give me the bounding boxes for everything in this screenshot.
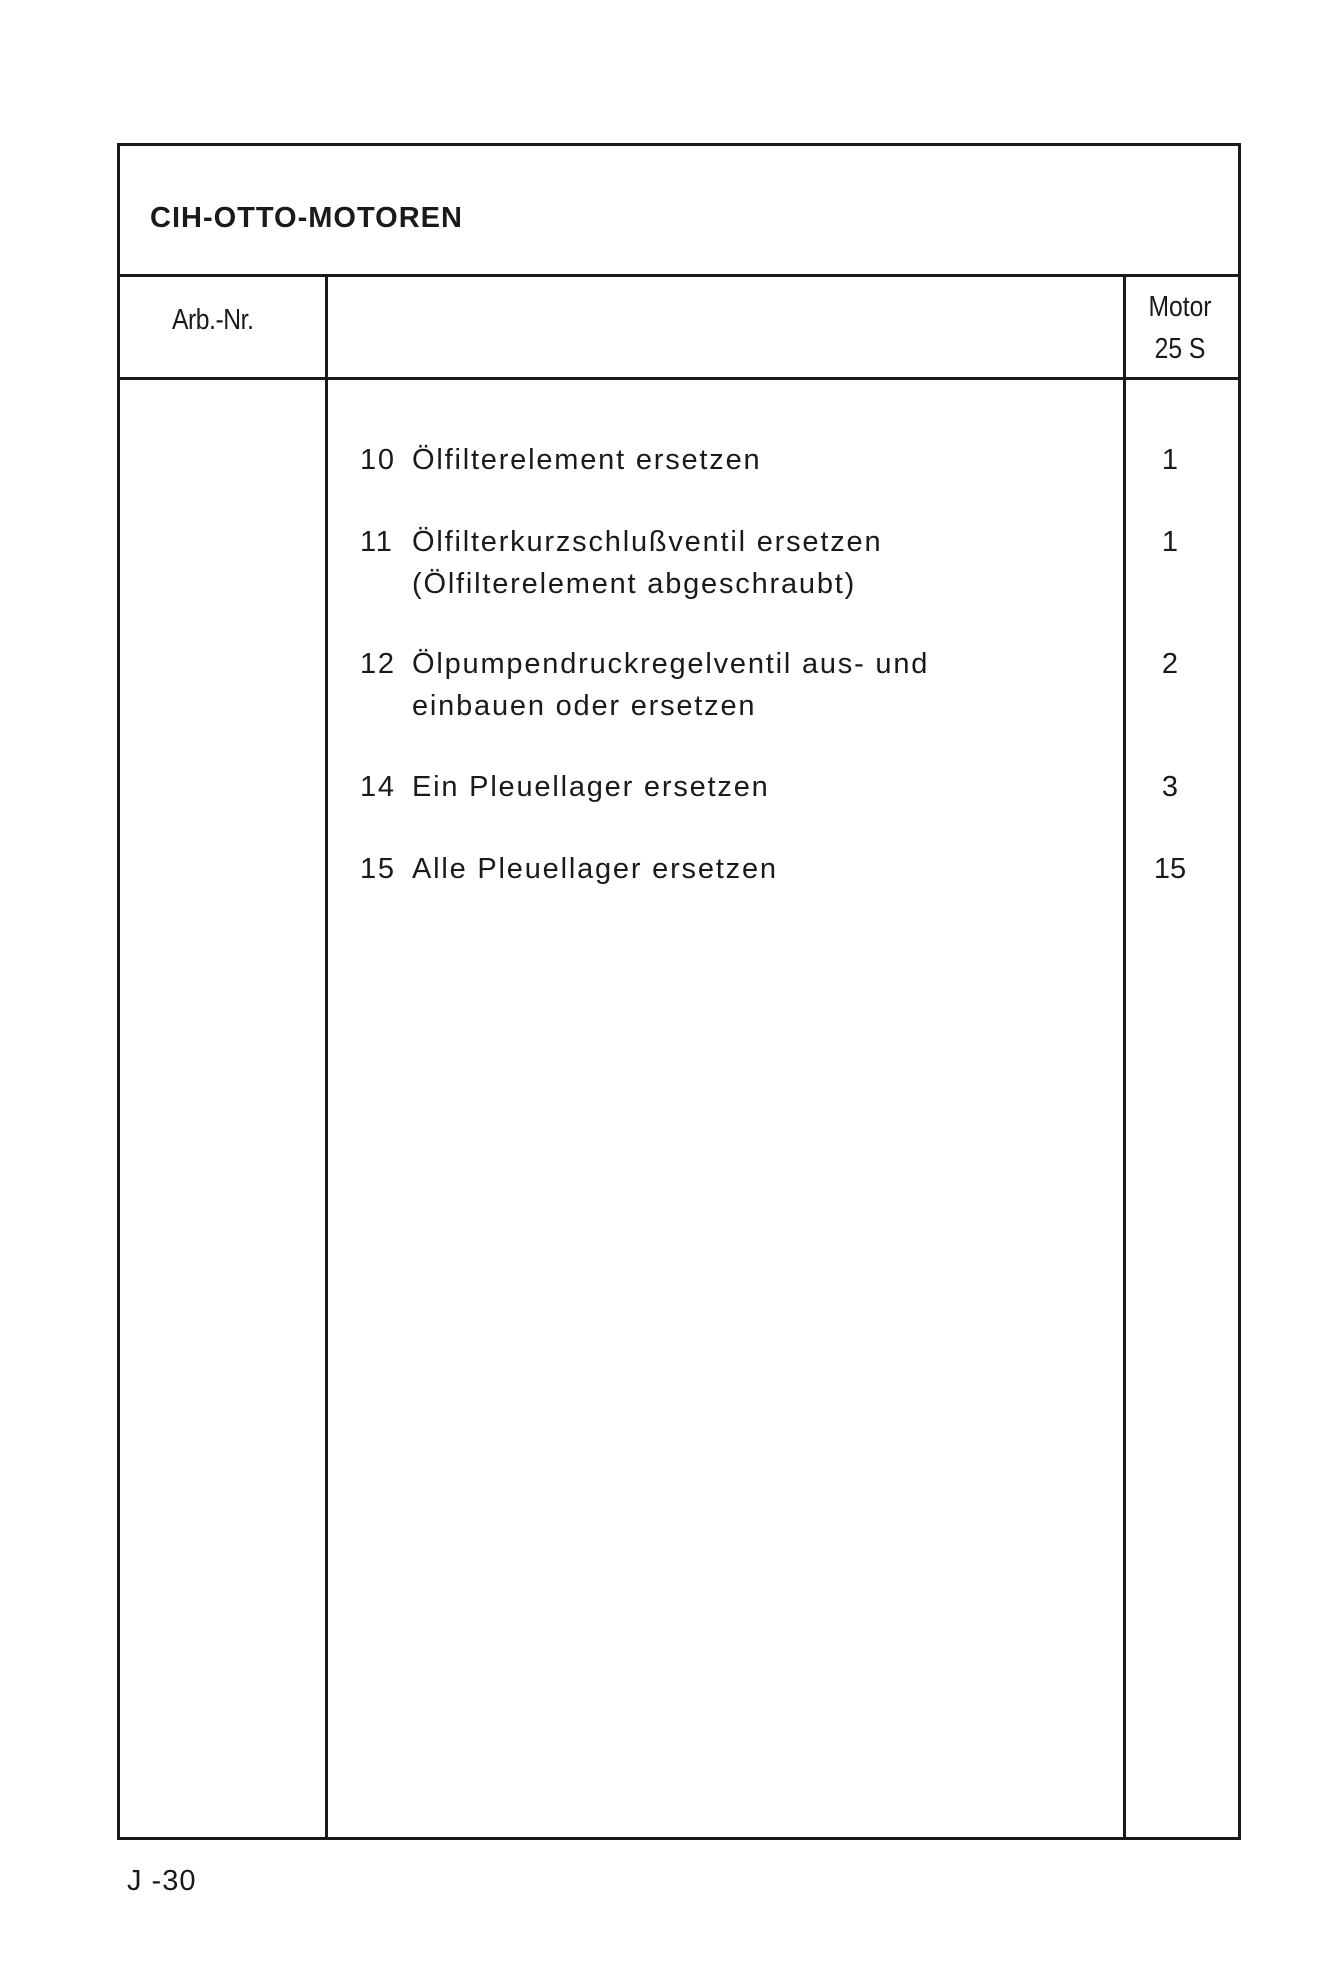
column-header-motor-line1: Motor xyxy=(1148,291,1212,323)
row-number: 10 xyxy=(360,444,396,476)
row-description xyxy=(412,439,1112,481)
column-header-motor xyxy=(1120,286,1240,370)
row-value: 1 xyxy=(1161,526,1179,558)
row-value: 2 xyxy=(1161,648,1179,680)
row-value: 1 xyxy=(1161,444,1179,476)
row-description-line2: einbauen oder ersetzen xyxy=(412,690,757,722)
column-header-arb-nr: Arb.-Nr. xyxy=(172,304,254,336)
row-number: 14 xyxy=(360,771,396,803)
page-number: J -30 xyxy=(127,1865,197,1897)
row-description-line1: Ölfilterelement ersetzen xyxy=(412,444,762,476)
page-title: CIH-OTTO-MOTOREN xyxy=(150,202,463,234)
header-divider xyxy=(120,377,1238,380)
row-description xyxy=(412,766,1112,808)
row-description xyxy=(412,521,1112,605)
table-frame xyxy=(117,143,1241,1840)
row-value: 3 xyxy=(1161,771,1179,803)
column-header-motor-line2: 25 S xyxy=(1154,333,1206,365)
title-bar xyxy=(120,146,1238,277)
row-description-line1: Ein Pleuellager ersetzen xyxy=(412,771,770,803)
row-value: 15 xyxy=(1153,853,1187,885)
row-number: 11 xyxy=(360,526,394,558)
row-description-line1: Alle Pleuellager ersetzen xyxy=(412,853,778,885)
row-number: 15 xyxy=(360,853,396,885)
left-column-divider xyxy=(325,274,328,1837)
row-description-line1: Ölfilterkurzschlußventil ersetzen xyxy=(412,526,883,558)
row-number: 12 xyxy=(360,648,396,680)
row-description-line1: Ölpumpendruckregelventil aus- und xyxy=(412,648,930,680)
row-description-line2: (Ölfilterelement abgeschraubt) xyxy=(412,568,857,600)
row-description xyxy=(412,848,1112,890)
row-description xyxy=(412,643,1112,727)
right-column-divider xyxy=(1123,274,1126,1837)
